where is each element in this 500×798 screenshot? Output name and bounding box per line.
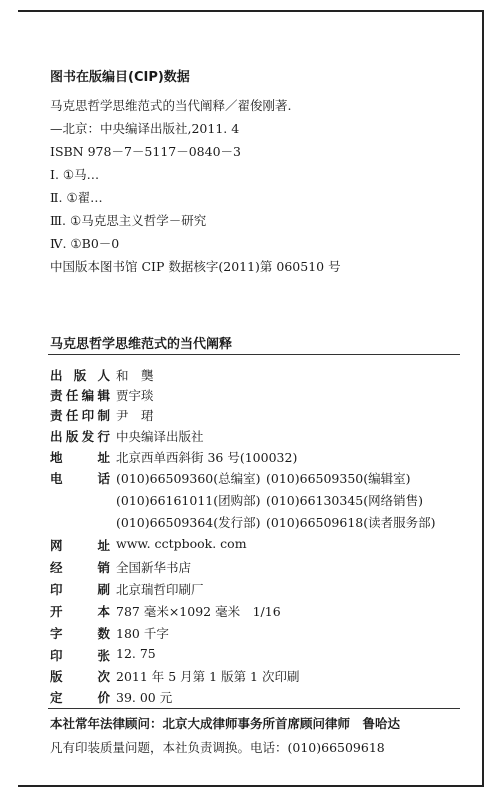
issuer-label: 出 版 发 行 — [50, 429, 110, 444]
cip-title: 图书在版编目(CIP)数据 — [50, 70, 190, 85]
phone-group-purchase: (010)66161011(团购部) — [116, 493, 261, 508]
format-label: 开 本 — [50, 604, 110, 619]
editor-label: 责 任 编 辑 — [50, 388, 110, 403]
phone-chief-editor: (010)66509360(总编室) — [116, 471, 261, 486]
issuer-value: 中央编译出版社 — [116, 429, 204, 444]
top-border — [18, 10, 482, 12]
website-label: 网 址 — [50, 538, 110, 553]
printer-label: 印 刷 — [50, 582, 110, 597]
cip-line-index-3: Ⅲ. ①马克思主义哲学－研究 — [50, 213, 207, 228]
legal-counsel-line: 本社常年法律顾问：北京大成律师事务所首席顾问律师 鲁哈达 — [50, 716, 401, 731]
right-border — [482, 10, 484, 786]
book-title: 马克思哲学思维范式的当代阐释 — [50, 337, 233, 352]
sheets-value: 12. 75 — [116, 646, 156, 661]
phone-line-3 — [116, 513, 436, 531]
cip-line-book: 马克思哲学思维范式的当代阐释／翟俊刚著. — [50, 98, 292, 113]
quality-notice-line: 凡有印装质量问题，本社负责调换。电话：(010)66509618 — [50, 740, 385, 755]
printer-value: 北京瑞哲印刷厂 — [116, 582, 204, 597]
website-value: www. cctpbook. com — [116, 536, 247, 551]
cip-line-record-number: 中国版本图书馆 CIP 数据核字(2011)第 060510 号 — [50, 259, 341, 274]
phone-online-sales: (010)66130345(网络销售) — [266, 493, 423, 508]
edition-value: 2011 年 5 月第 1 版第 1 次印刷 — [116, 669, 300, 684]
edition-label: 版 次 — [50, 669, 110, 684]
distributor-label: 经 销 — [50, 560, 110, 575]
address-value: 北京西单西斜街 36 号(100032) — [116, 450, 298, 465]
printing-value: 尹 珺 — [116, 408, 154, 423]
phone-reader-service: (010)66509618(读者服务部) — [266, 515, 436, 530]
cip-line-publisher: —北京：中央编译出版社,2011. 4 — [50, 121, 240, 136]
cip-line-isbn: ISBN 978－7－5117－0840－3 — [50, 144, 241, 159]
word-count-value: 180 千字 — [116, 626, 169, 641]
distributor-value: 全国新华书店 — [116, 560, 192, 575]
bottom-border — [18, 785, 484, 787]
phone-distribution: (010)66509364(发行部) — [116, 515, 261, 530]
phone-editorial: (010)66509350(编辑室) — [266, 471, 411, 486]
address-label: 地 址 — [50, 450, 110, 465]
phone-line-2 — [116, 491, 423, 509]
cip-line-index-2: Ⅱ. ①翟… — [50, 190, 103, 205]
phone-label: 电 话 — [50, 471, 110, 486]
cip-line-index-1: Ⅰ. ①马… — [50, 167, 100, 182]
sheets-label: 印 张 — [50, 648, 110, 663]
price-value: 39. 00 元 — [116, 690, 173, 705]
publisher-value: 和 龑 — [116, 368, 154, 383]
format-value: 787 毫米×1092 毫米 1/16 — [116, 604, 281, 619]
editor-value: 贾宇琰 — [116, 388, 154, 403]
word-count-label: 字 数 — [50, 626, 110, 641]
footer-divider — [48, 708, 460, 709]
title-divider — [48, 354, 460, 355]
printing-label: 责 任 印 制 — [50, 408, 110, 423]
publisher-label: 出 版 人 — [50, 368, 110, 383]
price-label: 定 价 — [50, 690, 110, 705]
phone-line-1 — [116, 469, 416, 487]
cip-line-index-4: Ⅳ. ①B0－0 — [50, 236, 120, 251]
